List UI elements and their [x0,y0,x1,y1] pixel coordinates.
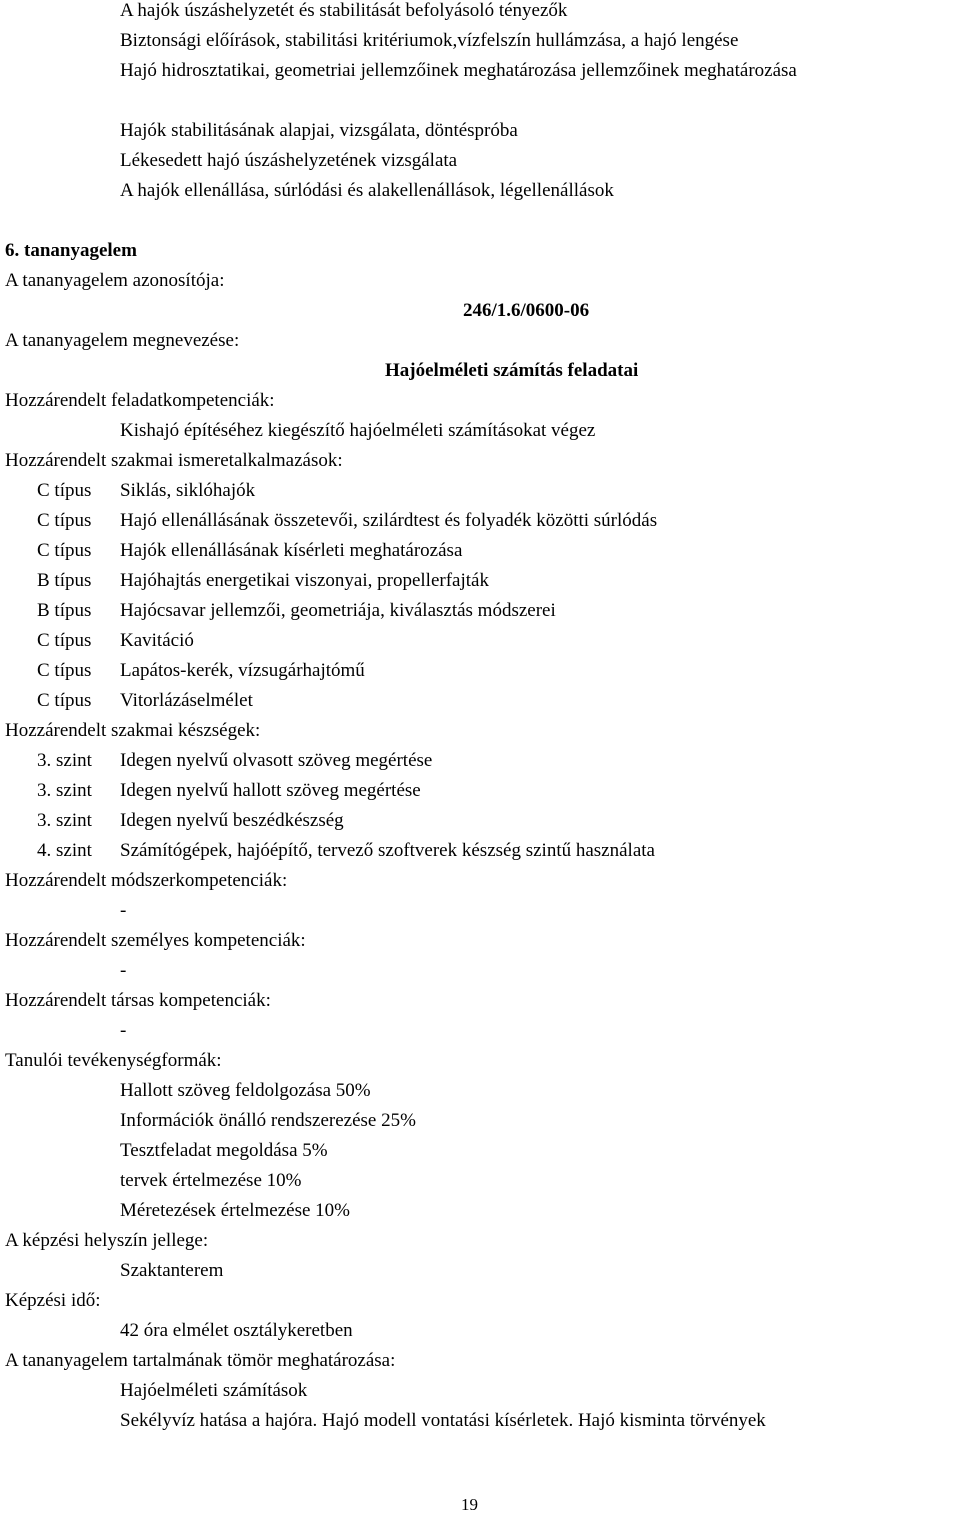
task-value: Kishajó építéséhez kiegészítő hajóelméleti számításokat végez [120,420,596,441]
knowledge-type: C típus [37,630,92,651]
skill-text: Idegen nyelvű beszédkészség [120,810,344,831]
content-line: A hajók ellenállása, súrlódási és alakellenállások, légellenállások [120,180,614,201]
knowledge-type: C típus [37,540,92,561]
knowledge-type: C típus [37,690,92,711]
skill-level: 4. szint [37,840,92,861]
content-line: Hajók stabilitásának alapjai, vizsgálata, döntéspróba [120,120,518,141]
knowledge-text: Siklás, siklóhajók [120,480,256,501]
skill-text: Idegen nyelvű olvasott szöveg megértése [120,750,433,771]
content-item: Hajóelméleti számítások [120,1380,308,1401]
personal-value: - [120,960,127,981]
location-value: Szaktanterem [120,1260,224,1281]
time-value: 42 óra elmélet osztálykeretben [120,1320,353,1341]
skill-level: 3. szint [37,750,92,771]
content-line: A hajók úszáshelyzetét és stabilitását befolyásoló tényezők [120,0,568,21]
content-line: Lékesedett hajó úszáshelyzetének vizsgálata [120,150,458,171]
knowledge-text: Kavitáció [120,630,194,651]
content-item: Sekélyvíz hatása a hajóra. Hajó modell vontatási kísérletek. Hajó kisminta törvények [120,1410,766,1431]
method-label: Hozzárendelt módszerkompetenciák: [5,870,288,891]
activity-item: Információk önálló rendszerezése 25% [120,1110,416,1131]
knowledge-text: Hajó ellenállásának összetevői, szilárdtest és folyadék közötti súrlódás [120,510,658,531]
location-label: A képzési helyszín jellege: [5,1230,209,1251]
name-label: A tananyagelem megnevezése: [5,330,240,351]
skills-label: Hozzárendelt szakmai készségek: [5,720,261,741]
knowledge-text: Hajócsavar jellemzői, geometriája, kiválasztás módszerei [120,600,556,621]
personal-label: Hozzárendelt személyes kompetenciák: [5,930,306,951]
content-line: Biztonsági előírások, stabilitási kritériumok,vízfelszín hullámzása, a hajó lengése [120,30,739,51]
section-heading: 6. tananyagelem [5,240,137,261]
task-label: Hozzárendelt feladatkompetenciák: [5,390,275,411]
name-value: Hajóelméleti számítás feladatai [385,360,639,381]
activity-item: Hallott szöveg feldolgozása 50% [120,1080,371,1101]
knowledge-text: Lapátos-kerék, vízsugárhajtómű [120,660,365,681]
knowledge-type: B típus [37,600,92,621]
activity-item: Méretezések értelmezése 10% [120,1200,350,1221]
id-label: A tananyagelem azonosítója: [5,270,225,291]
social-label: Hozzárendelt társas kompetenciák: [5,990,271,1011]
knowledge-text: Hajók ellenállásának kísérleti meghatározása [120,540,463,561]
activities-label: Tanulói tevékenységformák: [5,1050,222,1071]
knowledge-type: C típus [37,510,92,531]
knowledge-type: B típus [37,570,92,591]
time-label: Képzési idő: [5,1290,101,1311]
knowledge-label: Hozzárendelt szakmai ismeretalkalmazások: [5,450,343,471]
activity-item: tervek értelmezése 10% [120,1170,302,1191]
activity-item: Tesztfeladat megoldása 5% [120,1140,328,1161]
skill-level: 3. szint [37,780,92,801]
knowledge-text: Vitorlázáselmélet [120,690,253,711]
content-line: Hajó hidrosztatikai, geometriai jellemzőinek meghatározása jellemzőinek meghatározása [120,60,797,81]
knowledge-type: C típus [37,480,92,501]
page-number: 19 [461,1495,478,1514]
skill-level: 3. szint [37,810,92,831]
id-value: 246/1.6/0600-06 [463,300,590,321]
social-value: - [120,1020,127,1041]
knowledge-type: C típus [37,660,92,681]
skill-text: Számítógépek, hajóépítő, tervező szoftverek készség szintű használata [120,840,655,861]
knowledge-text: Hajóhajtás energetikai viszonyai, propellerfajták [120,570,489,591]
method-value: - [120,900,127,921]
skill-text: Idegen nyelvű hallott szöveg megértése [120,780,421,801]
content-label: A tananyagelem tartalmának tömör meghatározása: [5,1350,396,1371]
